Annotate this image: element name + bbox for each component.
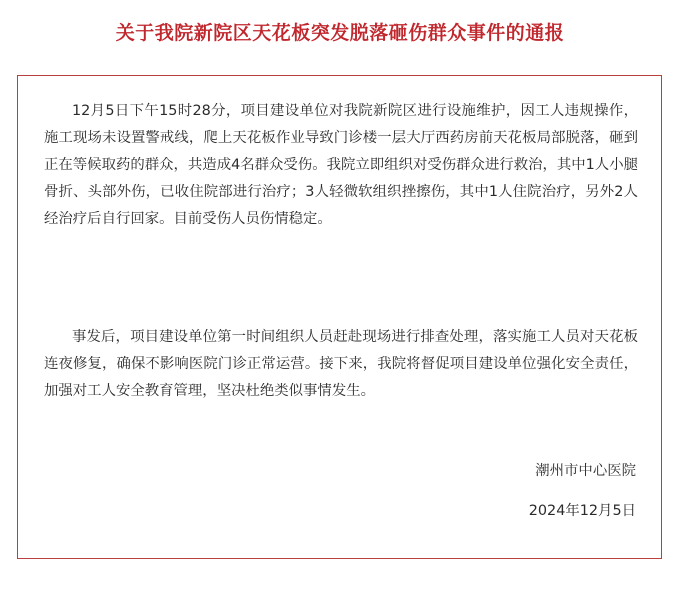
notice-paragraph-2: 事发后，项目建设单位第一时间组织人员赶赴现场进行排查处理，落实施工人员对天花板连夜修复，确保不影响医院门诊正常运营。接下来，我院将督促项目建设单位强化安全责任，加强对工人安全教育管理，坚决杜绝类似事情发生。 — [44, 329, 638, 399]
notice-paragraph-1: 12月5日下午15时28分，项目建设单位对我院新院区进行设施维护，因工人违规操作，施工现场未设置警戒线，爬上天花板作业导致门诊楼一层大厅西药房前天花板局部脱落，砸到正在等候取药的群众，共造成4名群众受伤。我院立即组织对受伤群众进行救治，其中1人小腿骨折、头部外伤，已收住院部进行治疗；3人轻微软组织挫擦伤，其中1人住院治疗，另外2人经治疗后自行回家。目前受伤人员伤情稳定。 — [44, 103, 638, 227]
notice-title: 关于我院新院区天花板突发脱落砸伤群众事件的通报 — [115, 22, 565, 44]
issuing-organization: 潮州市中心医院 — [535, 463, 636, 479]
issue-date: 2024年12月5日 — [528, 503, 636, 519]
